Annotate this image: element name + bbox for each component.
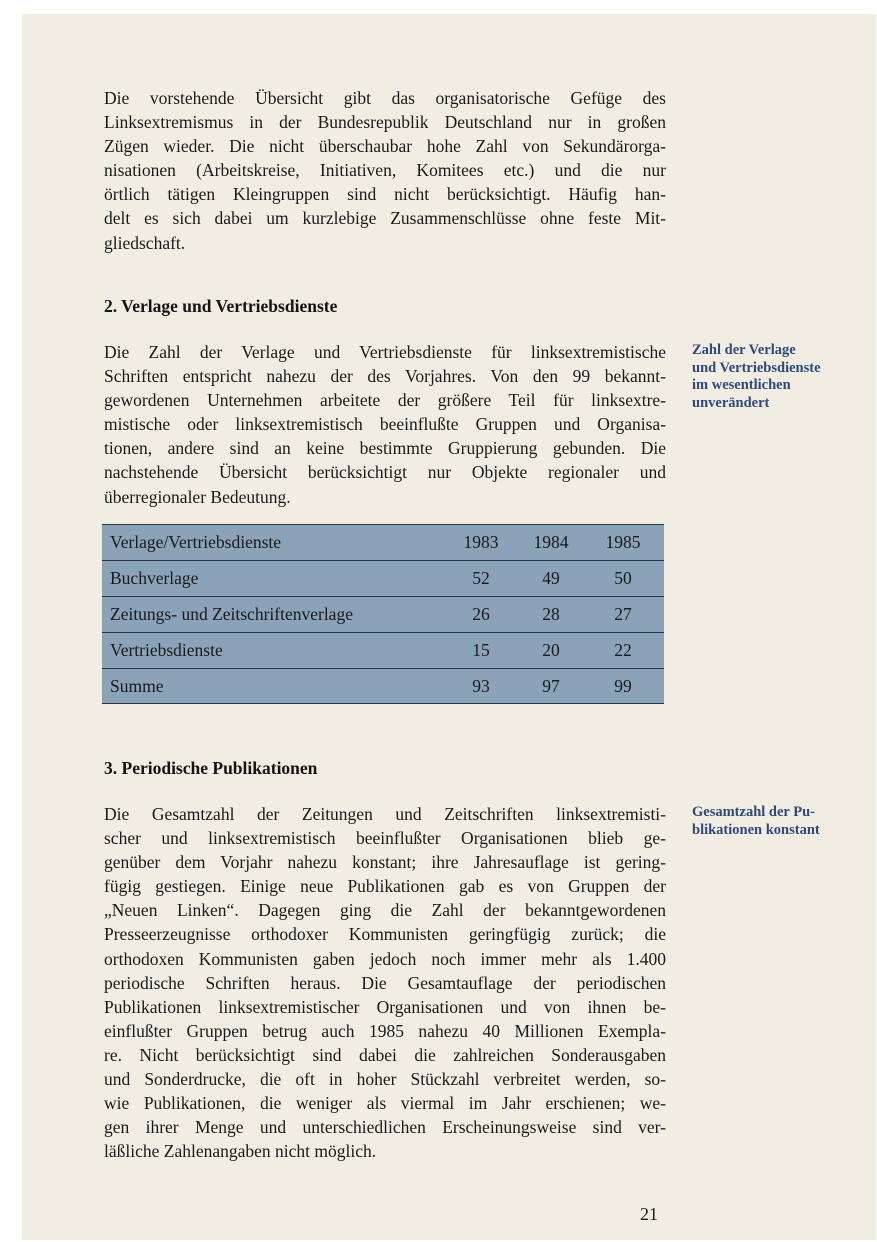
table-row-total <box>102 668 664 704</box>
text-line: Schriften entspricht nahezu der des Vorjahres. Von den 99 bekannt- <box>104 366 666 387</box>
text-line: nisationen (Arbeitskreise, Initiativen, Komitees etc.) und die nur <box>104 160 666 181</box>
text-line: Die Gesamtzahl der Zeitungen und Zeitschriften linksextremisti- <box>104 804 666 824</box>
row-value: 15 <box>472 640 490 660</box>
row-value: 49 <box>542 568 560 588</box>
row-value: 20 <box>542 640 560 660</box>
table-row <box>102 596 664 632</box>
header-label: Verlage/Vertriebsdienste <box>110 532 282 552</box>
section-2-heading: 2. Verlage und Vertriebsdienste <box>104 296 338 316</box>
note-line: Zahl der Verlage <box>692 342 796 358</box>
text-line: Publikationen linksextremistischer Organisationen und von ihnen be- <box>104 996 666 1017</box>
row-label: Buchverlage <box>110 568 199 588</box>
header-year-1: 1983 <box>463 532 499 552</box>
text-line: gen ihrer Menge und unterschiedlichen Erscheinungsweise sind ver- <box>104 1117 666 1138</box>
text-line: tionen, andere sind an keine bestimmte Gruppierung gebunden. Die <box>104 438 666 459</box>
text-line: periodische Schriften heraus. Die Gesamtauflage der periodischen <box>104 972 666 993</box>
row-value: 27 <box>614 604 632 624</box>
row-value: 93 <box>472 676 490 696</box>
text-line: überregionaler Bedeutung. <box>104 486 291 507</box>
row-value: 50 <box>614 568 632 588</box>
section-2-margin-note <box>692 342 852 412</box>
row-value: 97 <box>542 676 560 696</box>
text-line: Linksextremismus in der Bundesrepublik Deutschland nur in großen <box>104 112 666 133</box>
row-value: 52 <box>472 568 490 588</box>
text-line: einflußter Gruppen betrug auch 1985 nahezu 40 Millionen Exempla- <box>104 1020 666 1041</box>
note-line: Gesamtzahl der Pu- <box>692 804 815 820</box>
publishers-table <box>102 524 664 704</box>
text-line: gliedschaft. <box>104 232 186 253</box>
note-line: blikationen konstant <box>692 821 820 838</box>
text-line: genüber dem Vorjahr nahezu konstant; ihre Jahresauflage ist gering- <box>104 852 666 873</box>
intro-paragraph <box>104 86 666 255</box>
text-line: „Neuen Linken“. Dagegen ging die Zahl der bekanntgewordenen <box>104 900 666 921</box>
text-line: Presseerzeugnisse orthodoxer Kommunisten geringfügig zurück; die <box>104 924 666 945</box>
text-line: scher und linksextremistisch beeinflußter Organisationen blieb ge- <box>104 828 666 849</box>
row-label: Summe <box>110 676 164 696</box>
row-value: 26 <box>472 604 490 624</box>
header-year-2: 1984 <box>533 532 569 552</box>
text-line: gewordenen Unternehmen arbeitete der größere Teil für linksextre- <box>104 390 666 411</box>
text-line: Die vorstehende Übersicht gibt das organisatorische Gefüge des <box>104 88 666 108</box>
text-line: örtlich tätigen Kleingruppen sind nicht berücksichtigt. Häufig han- <box>104 184 666 205</box>
row-value: 99 <box>614 676 632 696</box>
table-row <box>102 632 664 668</box>
header-year-3: 1985 <box>605 532 641 552</box>
text-line: Die Zahl der Verlage und Vertriebsdienste für linksextremistische <box>104 342 666 362</box>
text-line: mistische oder linksextremistisch beeinflußte Gruppen und Organisa- <box>104 414 666 435</box>
text-line: fügig gestiegen. Einige neue Publikationen gab es von Gruppen der <box>104 876 666 897</box>
table-row <box>102 560 664 596</box>
text-line: und Sonderdrucke, die oft in hoher Stückzahl verbreitet werden, so- <box>104 1069 666 1090</box>
section-3-paragraph <box>104 802 666 1163</box>
text-line: orthodoxen Kommunisten gaben jedoch noch immer mehr als 1.400 <box>104 948 666 969</box>
text-line: delt es sich dabei um kurzlebige Zusammenschlüsse ohne feste Mit- <box>104 208 666 229</box>
row-value: 28 <box>542 604 560 624</box>
section-3-heading: 3. Periodische Publikationen <box>104 758 318 778</box>
page-number: 21 <box>640 1204 658 1224</box>
text-line: läßliche Zahlenangaben nicht möglich. <box>104 1141 377 1162</box>
note-line: und Vertriebsdienste <box>692 359 821 376</box>
section-2-paragraph <box>104 340 666 509</box>
table-rule <box>102 703 664 704</box>
note-line: im wesentlichen <box>692 377 791 393</box>
note-line: unverändert <box>692 394 770 411</box>
table-header-row <box>102 524 664 560</box>
text-line: Zügen wieder. Die nicht überschaubar hohe Zahl von Sekundärorga- <box>104 136 666 157</box>
text-line: re. Nicht berücksichtigt sind dabei die zahlreichen Sonderausgaben <box>104 1044 666 1065</box>
row-label: Vertriebsdienste <box>110 640 223 660</box>
text-line: nachstehende Übersicht berücksichtigt nur Objekte regionaler und <box>104 462 666 483</box>
section-3-margin-note <box>692 804 852 839</box>
row-label: Zeitungs- und Zeitschriftenverlage <box>110 604 353 624</box>
text-line: wie Publikationen, die weniger als viermal im Jahr erschienen; we- <box>104 1093 666 1114</box>
row-value: 22 <box>614 640 632 660</box>
